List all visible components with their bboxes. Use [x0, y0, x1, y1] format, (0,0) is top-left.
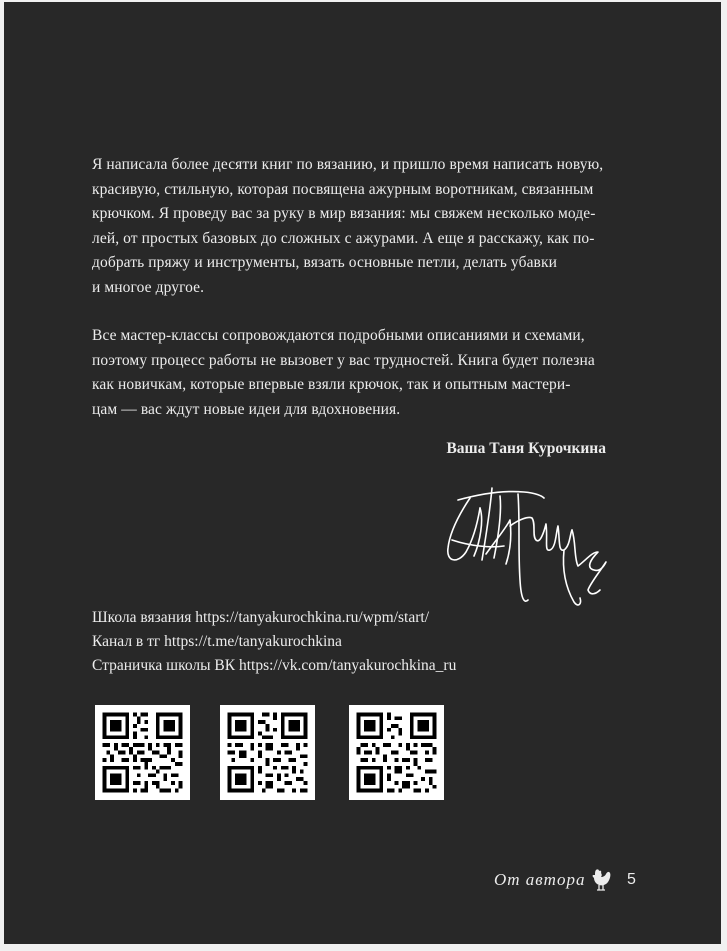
qr-code-vk — [349, 705, 444, 800]
foreword-paragraph-1 — [92, 153, 622, 300]
text-line: добрать пряжу и инструменты, вязать основные петли, делать убавки — [92, 254, 557, 271]
text-line: поэтому процесс работы не вызовет у вас трудностей. Книга будет полезна — [92, 351, 595, 369]
qr-code-telegram — [220, 705, 315, 800]
vk-link[interactable]: Страничка школы ВК https://vk.com/tanyakurochkina_ru — [92, 657, 457, 674]
author-sign-off: Ваша Таня Курочкина — [446, 440, 606, 457]
text-line: Я написала более десяти книг по вязанию, и пришло время написать новую, — [92, 156, 604, 173]
qr-code-icon — [220, 705, 315, 800]
school-link[interactable]: Школа вязания https://tanyakurochkina.ru/wpm/start/ — [92, 609, 430, 626]
text-line: и многое другое. — [92, 278, 205, 296]
hen-icon — [590, 868, 612, 892]
telegram-link[interactable]: Канал в тг https://t.me/tanyakurochkina — [92, 633, 342, 650]
foreword-paragraph-2 — [92, 324, 622, 422]
section-label: От автора — [494, 870, 586, 889]
text-line: Все мастер-классы сопровождаются подробными описаниями и схемами, — [92, 327, 585, 344]
text-line: цам — вас ждут новые идеи для вдохновения. — [92, 400, 401, 418]
qr-code-school — [95, 705, 190, 800]
contact-links — [92, 606, 456, 678]
text-line: крючком. Я проведу вас за руку в мир вязания: мы свяжем несколько моде- — [92, 205, 596, 222]
qr-code-icon — [349, 705, 444, 800]
book-page — [4, 2, 721, 944]
page-number: 5 — [627, 871, 636, 888]
text-line: как новичкам, которые впервые взяли крючок, так и опытным мастери- — [92, 376, 571, 393]
handwritten-signature — [440, 480, 610, 615]
author-foreword — [92, 153, 622, 422]
qr-code-icon — [95, 705, 190, 800]
text-line: красивую, стильную, которая посвящена ажурным воротникам, связанным — [92, 180, 594, 198]
text-line: лей, от простых базовых до сложных с ажурами. А еще я расскажу, как по- — [92, 229, 595, 247]
